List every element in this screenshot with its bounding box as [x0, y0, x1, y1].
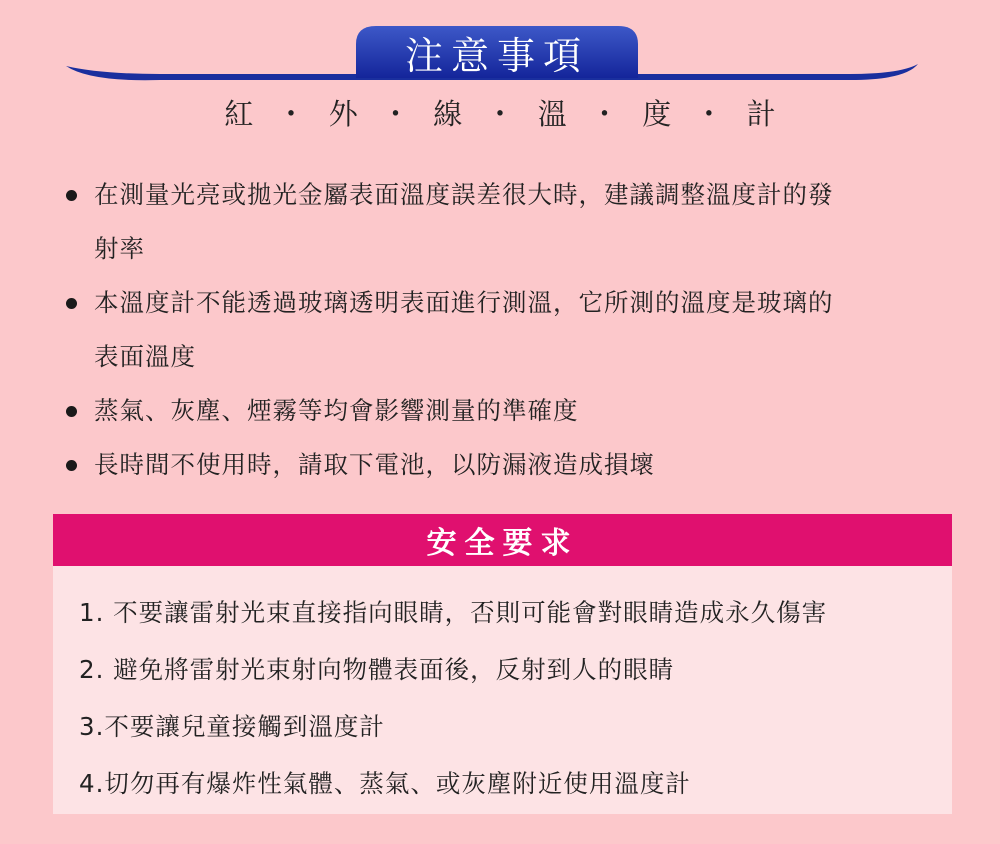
- list-item: 2. 避免將雷射光束射向物體表面後，反射到人的眼睛: [79, 655, 675, 684]
- list-item: [62, 438, 962, 492]
- note-text: 蒸氣、灰塵、煙霧等均會影響測量的準確度: [94, 396, 579, 425]
- header: [0, 0, 1000, 131]
- subtitle-separator: ・: [381, 97, 411, 131]
- list-item: 3.不要讓兒童接觸到溫度計: [79, 712, 385, 741]
- subtitle-separator: ・: [485, 97, 515, 131]
- list-item: [62, 276, 962, 384]
- list-item: [62, 168, 962, 276]
- subtitle-char: 計: [746, 97, 776, 131]
- safety-panel: [53, 566, 952, 814]
- bullet-icon: [66, 298, 77, 309]
- subtitle: [0, 92, 1000, 133]
- safety-title-bar: [53, 514, 952, 566]
- list-item: 1. 不要讓雷射光束直接指向眼睛，否則可能會對眼睛造成永久傷害: [79, 598, 828, 627]
- safety-title: 安全要求: [426, 526, 579, 561]
- notes-list: [62, 168, 962, 492]
- subtitle-separator: ・: [694, 97, 724, 131]
- subtitle-char: 線: [433, 97, 463, 131]
- note-text: 在測量光亮或拋光金屬表面溫度誤差很大時，建議調整溫度計的發: [94, 180, 834, 209]
- subtitle-char: 溫: [537, 97, 567, 131]
- subtitle-separator: ・: [276, 97, 306, 131]
- note-text: 本溫度計不能透過玻璃透明表面進行測溫，它所測的溫度是玻璃的: [94, 288, 834, 317]
- note-text: 長時間不使用時，請取下電池，以防漏液造成損壞: [94, 450, 655, 479]
- safety-list: [79, 584, 827, 812]
- list-item: 4.切勿再有爆炸性氣體、蒸氣、或灰塵附近使用溫度計: [79, 769, 691, 798]
- list-item: [62, 384, 962, 438]
- bullet-icon: [66, 190, 77, 201]
- bullet-icon: [66, 460, 77, 471]
- note-text-cont: 射率: [94, 234, 145, 263]
- note-text-cont: 表面溫度: [94, 342, 196, 371]
- header-title: 注意事項: [404, 33, 589, 78]
- subtitle-separator: ・: [589, 97, 619, 131]
- subtitle-char: 紅: [224, 97, 254, 131]
- subtitle-char: 度: [642, 97, 672, 131]
- subtitle-char: 外: [328, 97, 358, 131]
- bullet-icon: [66, 406, 77, 417]
